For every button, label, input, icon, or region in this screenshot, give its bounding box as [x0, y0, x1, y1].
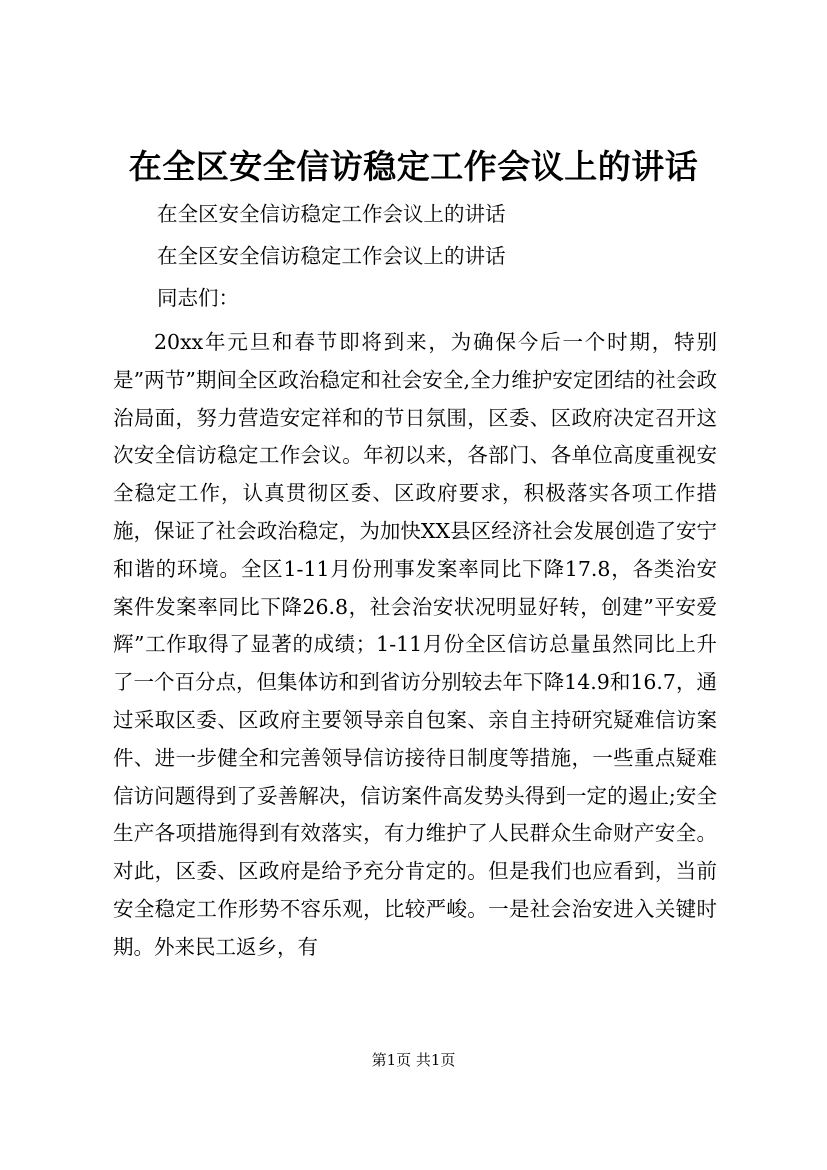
body-paragraph: 20xx年元旦和春节即将到来，为确保今后一个时期，特别是”两节”期间全区政治稳定和社会安全,全力维护安定团结的社会政治局面，努力营造安定祥和的节日氛围，区委、区政府决定召开这次安全信访稳定工作会议。年初以来，各部门、各单位高度重视安全稳定工作，认真贯彻区委、区政府要求，积极落实各项工作措施，保证了社会政治稳定，为加快XX县区经济社会发展创造了安宁和谐的环境。全区1-11月份刑事发案率同比下降17.8，各类治安案件发案率同比下降26.8，社会治安状况明显好转，创建”平安爱辉”工作取得了显著的成绩；1-11月份全区信访总量虽然同比上升了一个百分点，但集体访和到省访分别较去年下降14.9和16.7，通过采取区委、区政府主要领导亲自包案、亲自主持研究疑难信访案件、进一步健全和完善领导信访接待日制度等措施，一些重点疑难信访问题得到了妥善解决，信访案件高发势头得到一定的遏止;安全生产各项措施得到有效落实，有力维护了人民群众生命财产安全。对此，区委、区政府是给予充分肯定的。但是我们也应看到，当前安全稳定工作形势不容乐观，比较严峻。一是社会治安进入关键时期。外来民工返乡，有	[113, 330, 717, 959]
document-title: 在全区安全信访稳定工作会议上的讲话	[128, 147, 699, 186]
document-subtitle-2: 在全区安全信访稳定工作会议上的讲话	[157, 244, 506, 268]
page-footer: 第1页 共1页	[371, 1051, 456, 1069]
document-subtitle-1: 在全区安全信访稳定工作会议上的讲话	[157, 202, 506, 226]
greeting: 同志们：	[157, 286, 239, 310]
